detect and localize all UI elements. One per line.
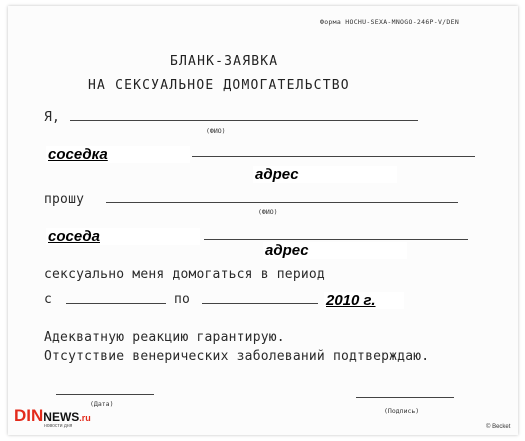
logo-din: DIN <box>14 406 44 425</box>
handwritten-name-1: соседка <box>46 146 190 163</box>
name-line-1 <box>192 156 475 157</box>
guarantee-text: Адекватную реакцию гарантирую. <box>44 330 285 345</box>
to-date-line <box>202 303 318 304</box>
dinnews-logo <box>14 407 91 429</box>
fio-caption-2: (ФИО) <box>258 208 278 216</box>
form-title-line-1: БЛАНК-ЗАЯВКА <box>170 54 279 69</box>
signature-line <box>356 397 454 398</box>
from-date-line <box>66 303 166 304</box>
form-title-line-2: НА СЕКСУАЛЬНОЕ ДОМОГАТЕЛЬСТВО <box>88 78 350 93</box>
period-text: сексуально меня домогаться в период <box>44 267 325 282</box>
logo-news: NEWS <box>43 410 80 424</box>
date-line <box>56 394 154 395</box>
signature-caption: (Подпись) <box>384 407 420 415</box>
handwritten-name-2: соседа <box>46 228 200 245</box>
fio-line-2 <box>106 202 458 203</box>
handwritten-address-2: адрес <box>263 242 407 259</box>
form-code: Форма HOCHU-SEXA-MNOGO-246P-V/DEN <box>320 18 460 26</box>
disease-text: Отсутствие венерических заболеваний подтверждаю. <box>44 349 430 364</box>
application-form <box>8 6 518 435</box>
from-label: с <box>44 292 53 307</box>
date-caption: (Дата) <box>90 400 114 408</box>
logo-ru: .ru <box>79 413 91 423</box>
fio-line-1 <box>70 120 418 121</box>
handwritten-address-1: адрес <box>253 166 397 183</box>
handwritten-year: 2010 г. <box>324 292 404 309</box>
ya-label: Я, <box>44 110 61 125</box>
copyright: © Becket <box>486 424 511 430</box>
proshu-label: прошу <box>44 192 85 207</box>
fio-caption-1: (ФИО) <box>206 127 226 135</box>
logo-tagline: новости дня <box>44 423 73 429</box>
to-label: по <box>174 292 191 307</box>
name-line-2 <box>204 239 468 240</box>
